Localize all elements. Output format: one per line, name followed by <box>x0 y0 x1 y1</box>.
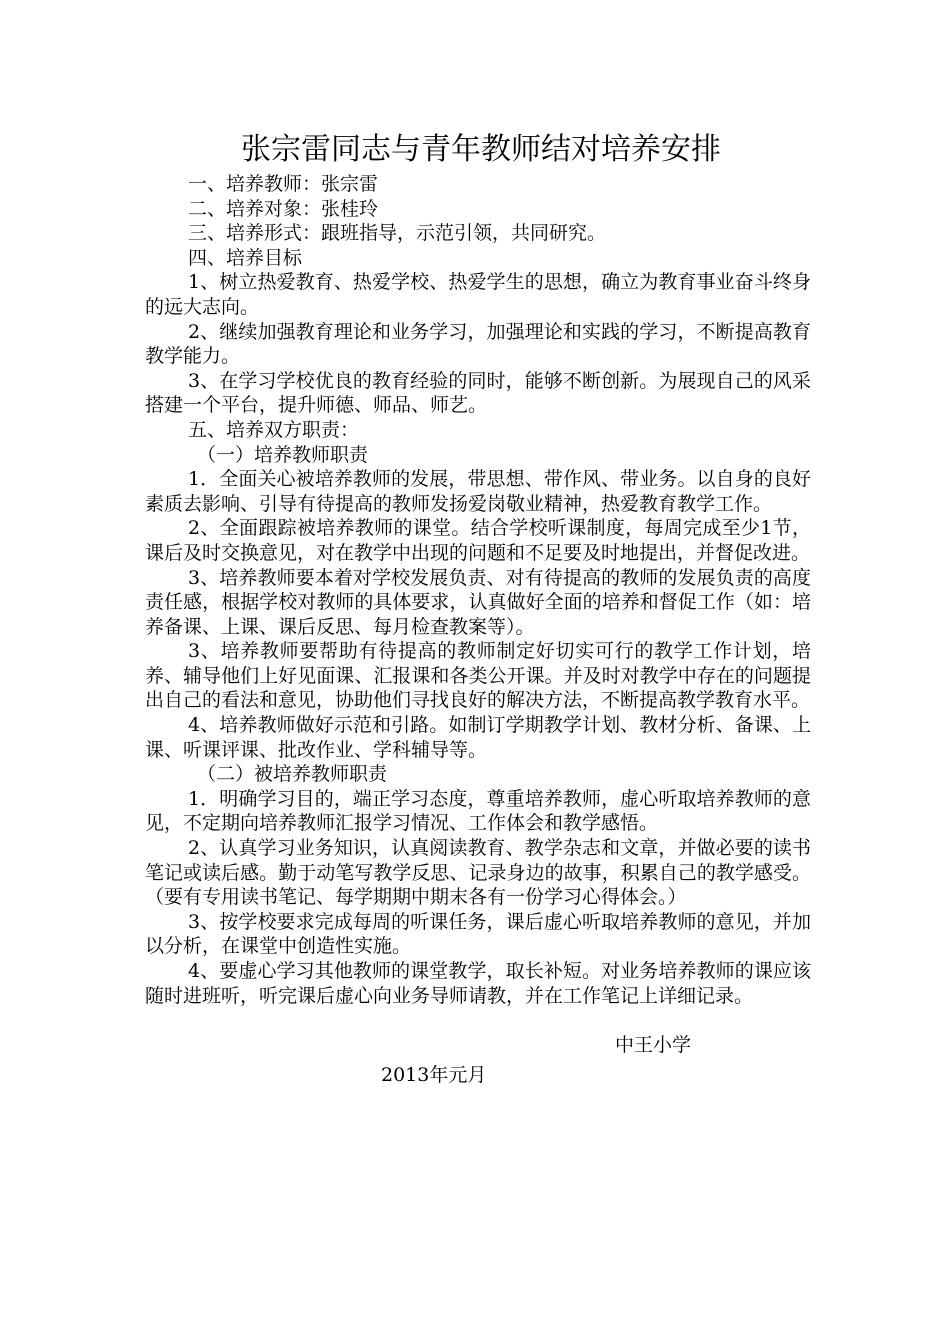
trainee-duty-3: 3、按学校要求完成每周的听课任务，课后虚心听取培养教师的意见，并加以分析，在课堂中创造性实施。 <box>145 910 811 958</box>
heading-trainer-duties: （一）培养教师职责 <box>197 443 369 466</box>
heading-trainee-duties: （二）被培养教师职责 <box>197 763 388 786</box>
trainee-duty-4: 4、要虚心学习其他教师的课堂教学，取长补短。对业务培养教师的课应该随时进班听，听完课后虚心向业务导师请教，并在工作笔记上详细记录。 <box>145 960 811 1007</box>
trainer-duty-3b: 3、培养教师要帮助有待提高的教师制定好切实可行的教学工作计划，培养、辅导他们上好见面课、汇报课和各类公开课。并及时对教学中存在的问题提出自己的看法和意见，协助他们寻找良好的解决方法，不断提高教学教育水平。 <box>145 640 811 712</box>
heading-duties: 五、培养双方职责： <box>188 418 360 441</box>
trainer-duty-3a: 3、培养教师要本着对学校发展负责、对有待提高的教师的发展负责的高度责任感，根据学校对教师的具体要求，认真做好全面的培养和督促工作（如：培养备课、上课、课后反思、每月检查教案等）。 <box>145 566 811 638</box>
trainer-duty-4: 4、培养教师做好示范和引路。如制订学期教学计划、教材分析、备课、上课、听课评课、批改作业、学科辅导等。 <box>145 714 811 761</box>
heading-goals: 四、培养目标 <box>188 246 303 269</box>
document-page <box>145 128 811 1088</box>
goal-3: 3、在学习学校优良的教育经验的同时，能够不断创新。为展现自己的风采搭建一个平台，提升师德、师品、师艺。 <box>145 369 811 417</box>
paragraph-trainer: 一、培养教师：张宗雷 <box>188 173 379 195</box>
paragraph-trainee: 二、培养对象：张桂玲 <box>188 197 379 220</box>
goal-2: 2、继续加强教育理论和业务学习，加强理论和实践的学习，不断提高教育教学能力。 <box>145 320 811 368</box>
goal-1: 1、树立热爱教育、热爱学校、热爱学生的思想，确立为教育事业奋斗终身的远大志向。 <box>145 271 811 318</box>
spacer <box>145 1008 811 1033</box>
trainer-duty-1: 1．全面关心被培养教师的发展，带思想、带作风、带业务。以自身的良好素质去影响、引导有待提高的教师发扬爱岗敬业精神，热爱教育教学工作。 <box>145 468 811 515</box>
trainee-duty-2: 2、认真学习业务知识，认真阅读教育、教学杂志和文章，并做必要的读书笔记或读后感。勤于动笔写教学反思、记录身边的故事，积累自己的教学感受。（要有专用读书笔记、每学期期中期末各有一份学习心得体会。） <box>145 837 811 909</box>
paragraph-form: 三、培养形式：跟班指导，示范引领，共同研究。 <box>188 222 607 245</box>
trainee-duty-1: 1．明确学习目的，端正学习态度，尊重培养教师，虚心听取培养教师的意见，不定期向培养教师汇报学习情况、工作体会和教学感悟。 <box>145 787 811 835</box>
signature-date: 2013年元月 <box>381 1064 487 1087</box>
trainer-duty-2: 2、全面跟踪被培养教师的课堂。结合学校听课制度，每周完成至少1节，课后及时交换意见，对在教学中出现的问题和不足要及时地提出，并督促改进。 <box>145 517 811 564</box>
document-title: 张宗雷同志与青年教师结对培养安排 <box>241 132 721 167</box>
signature-org: 中王小学 <box>615 1033 692 1056</box>
